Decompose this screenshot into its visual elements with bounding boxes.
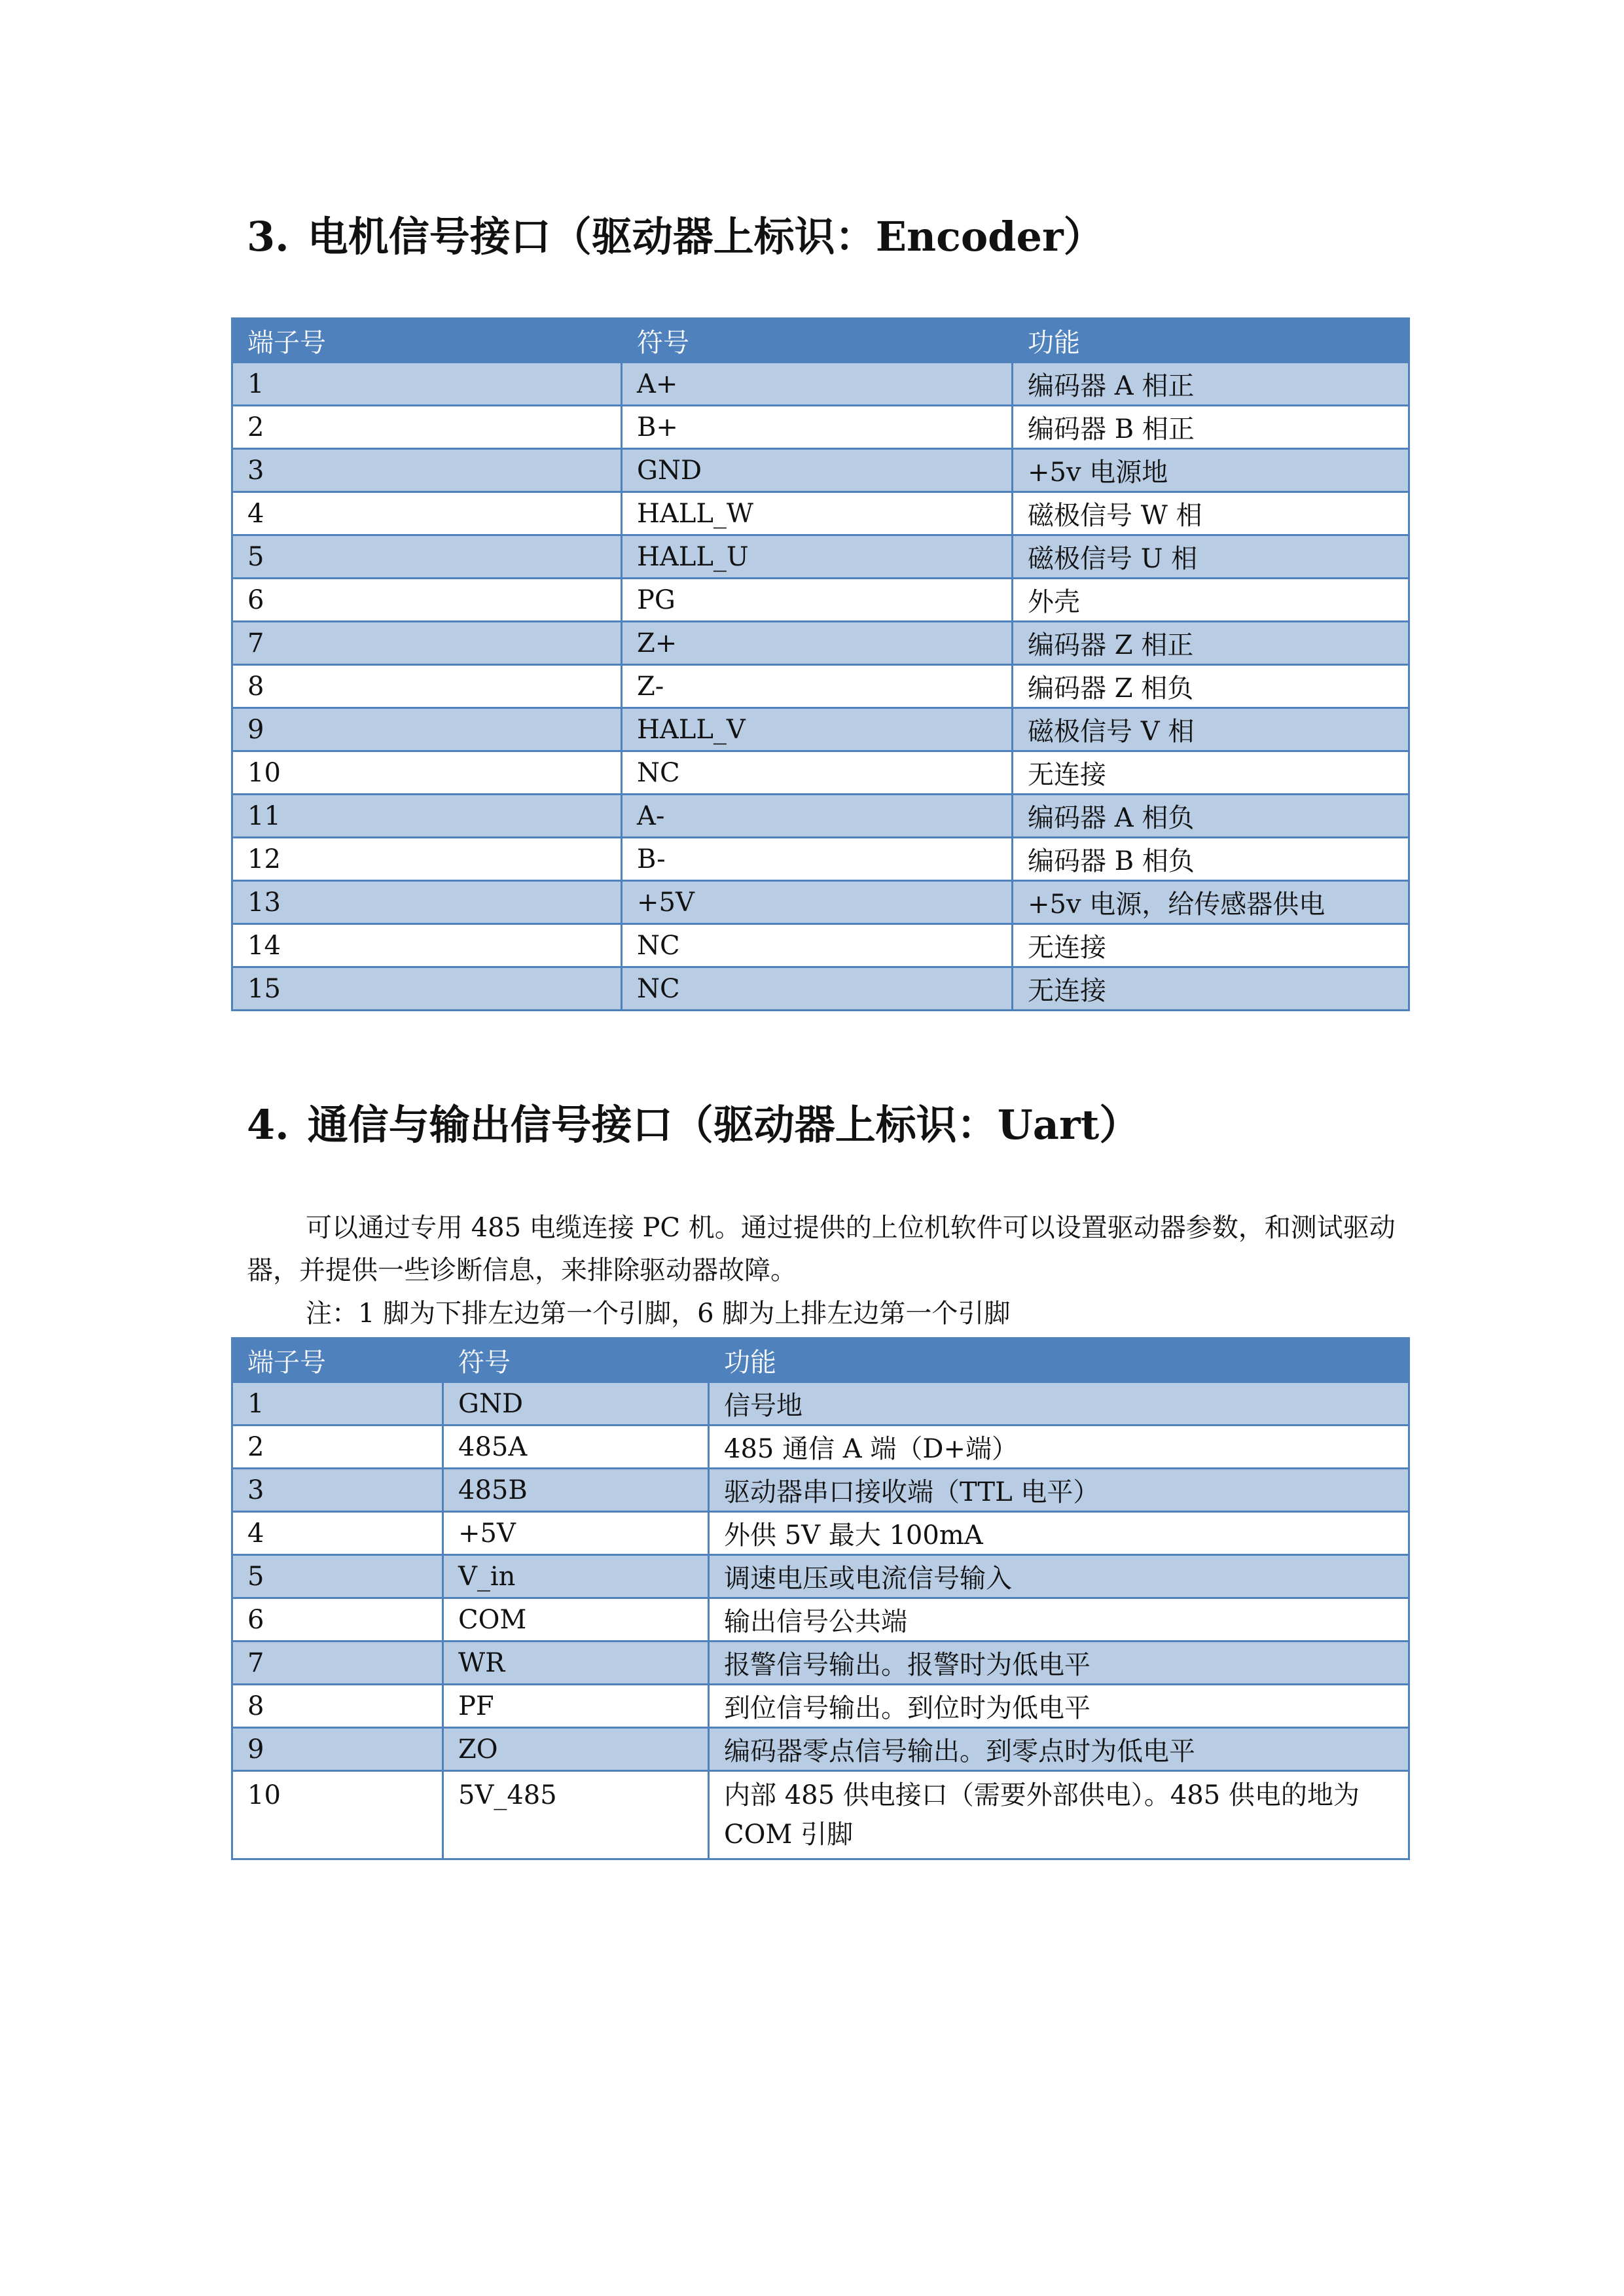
symbol-cell: PG	[622, 579, 1013, 622]
pin-cell: 13	[232, 881, 622, 924]
function-cell: 驱动器串口接收端（TTL 电平）	[709, 1469, 1409, 1512]
table-row	[232, 579, 1409, 622]
symbol-cell: B-	[622, 838, 1013, 881]
function-cell: +5v 电源，给传感器供电	[1013, 881, 1409, 924]
table-row	[232, 1598, 1409, 1641]
symbol-cell: A+	[622, 363, 1013, 406]
symbol-cell: A-	[622, 795, 1013, 838]
header-pin: 端子号	[232, 319, 622, 363]
symbol-cell: NC	[622, 751, 1013, 795]
symbol-cell: NC	[622, 967, 1013, 1011]
symbol-cell: +5V	[443, 1512, 709, 1555]
section-4-heading	[247, 1101, 1140, 1149]
pin-cell: 6	[232, 1598, 443, 1641]
section-4-note: 注：1 脚为下排左边第一个引脚，6 脚为上排左边第一个引脚	[306, 1299, 1011, 1329]
function-cell: 编码器 A 相负	[1013, 795, 1409, 838]
table-row	[232, 363, 1409, 406]
table-row	[232, 1555, 1409, 1598]
pin-cell: 11	[232, 795, 622, 838]
table-row	[232, 406, 1409, 449]
symbol-cell: GND	[443, 1382, 709, 1426]
symbol-cell: HALL_V	[622, 708, 1013, 751]
table-row	[232, 1469, 1409, 1512]
pin-cell: 9	[232, 1728, 443, 1771]
function-cell: 到位信号输出。到位时为低电平	[709, 1685, 1409, 1728]
symbol-cell: +5V	[622, 881, 1013, 924]
function-cell: 编码器 Z 相正	[1013, 622, 1409, 665]
symbol-cell: COM	[443, 1598, 709, 1641]
table-row	[232, 1728, 1409, 1771]
table-row	[232, 838, 1409, 881]
header-symbol: 符号	[622, 319, 1013, 363]
table-row	[232, 1426, 1409, 1469]
symbol-cell: Z-	[622, 665, 1013, 708]
symbol-cell: V_in	[443, 1555, 709, 1598]
table-row	[232, 535, 1409, 579]
table-row	[232, 622, 1409, 665]
function-cell: 磁极信号 W 相	[1013, 492, 1409, 535]
section-3-heading	[247, 213, 1104, 261]
pin-cell: 3	[232, 449, 622, 492]
header-function: 功能	[1013, 319, 1409, 363]
table-row	[232, 751, 1409, 795]
pin-cell: 9	[232, 708, 622, 751]
symbol-cell: GND	[622, 449, 1013, 492]
table-row	[232, 924, 1409, 967]
function-cell: 无连接	[1013, 924, 1409, 967]
pin-cell: 5	[232, 1555, 443, 1598]
pin-cell: 2	[232, 406, 622, 449]
symbol-cell: B+	[622, 406, 1013, 449]
function-cell: 输出信号公共端	[709, 1598, 1409, 1641]
pin-cell: 14	[232, 924, 622, 967]
pin-cell: 12	[232, 838, 622, 881]
header-function: 功能	[709, 1338, 1409, 1382]
function-cell: 无连接	[1013, 967, 1409, 1011]
table-row	[232, 967, 1409, 1011]
symbol-cell: ZO	[443, 1728, 709, 1771]
pin-cell: 5	[232, 535, 622, 579]
pin-cell: 10	[232, 1771, 443, 1859]
function-cell: 外壳	[1013, 579, 1409, 622]
function-cell: 磁极信号 V 相	[1013, 708, 1409, 751]
pin-cell: 1	[232, 363, 622, 406]
function-cell: 编码器零点信号输出。到零点时为低电平	[709, 1728, 1409, 1771]
symbol-cell: 485A	[443, 1426, 709, 1469]
header-symbol: 符号	[443, 1338, 709, 1382]
table-row	[232, 1382, 1409, 1426]
function-cell: 无连接	[1013, 751, 1409, 795]
table-row	[232, 1771, 1409, 1859]
table-row	[232, 1512, 1409, 1555]
pin-cell: 8	[232, 665, 622, 708]
table-header-row	[232, 319, 1409, 363]
pin-cell: 7	[232, 1641, 443, 1685]
symbol-cell: Z+	[622, 622, 1013, 665]
function-cell: 外供 5V 最大 100mA	[709, 1512, 1409, 1555]
table-header-row	[232, 1338, 1409, 1382]
uart-pin-table	[231, 1337, 1410, 1860]
table-row	[232, 708, 1409, 751]
section-3-title: 电机信号接口（驱动器上标识：Encoder）	[307, 213, 1104, 260]
function-cell: 信号地	[709, 1382, 1409, 1426]
encoder-pin-table	[231, 317, 1410, 1011]
table-row	[232, 1685, 1409, 1728]
pin-cell: 4	[232, 1512, 443, 1555]
function-cell: 磁极信号 U 相	[1013, 535, 1409, 579]
symbol-cell: WR	[443, 1641, 709, 1685]
table-row	[232, 492, 1409, 535]
pin-cell: 2	[232, 1426, 443, 1469]
table-row	[232, 1641, 1409, 1685]
function-cell: 编码器 B 相正	[1013, 406, 1409, 449]
symbol-cell: NC	[622, 924, 1013, 967]
function-cell: 编码器 A 相正	[1013, 363, 1409, 406]
function-cell: 485 通信 A 端（D+端）	[709, 1426, 1409, 1469]
function-cell: 内部 485 供电接口（需要外部供电）。485 供电的地为 COM 引脚	[709, 1771, 1409, 1859]
table-row	[232, 665, 1409, 708]
function-cell: 编码器 B 相负	[1013, 838, 1409, 881]
pin-cell: 8	[232, 1685, 443, 1728]
function-cell: 编码器 Z 相负	[1013, 665, 1409, 708]
header-pin: 端子号	[232, 1338, 443, 1382]
pin-cell: 1	[232, 1382, 443, 1426]
section-4-title: 通信与输出信号接口（驱动器上标识：Uart）	[307, 1101, 1140, 1149]
function-cell: 调速电压或电流信号输入	[709, 1555, 1409, 1598]
section-4-number: 4.	[247, 1101, 289, 1149]
symbol-cell: HALL_U	[622, 535, 1013, 579]
symbol-cell: 5V_485	[443, 1771, 709, 1859]
symbol-cell: PF	[443, 1685, 709, 1728]
pin-cell: 6	[232, 579, 622, 622]
pin-cell: 15	[232, 967, 622, 1011]
function-cell: +5v 电源地	[1013, 449, 1409, 492]
pin-cell: 7	[232, 622, 622, 665]
section-4-paragraph: 可以通过专用 485 电缆连接 PC 机。通过提供的上位机软件可以设置驱动器参数，和测试驱动器，并提供一些诊断信息，来排除驱动器故障。	[247, 1213, 1396, 1285]
pin-cell: 3	[232, 1469, 443, 1512]
table-row	[232, 795, 1409, 838]
symbol-cell: 485B	[443, 1469, 709, 1512]
table-row	[232, 881, 1409, 924]
section-3-number: 3.	[247, 213, 289, 260]
symbol-cell: HALL_W	[622, 492, 1013, 535]
function-cell: 报警信号输出。报警时为低电平	[709, 1641, 1409, 1685]
pin-cell: 4	[232, 492, 622, 535]
table-row	[232, 449, 1409, 492]
pin-cell: 10	[232, 751, 622, 795]
